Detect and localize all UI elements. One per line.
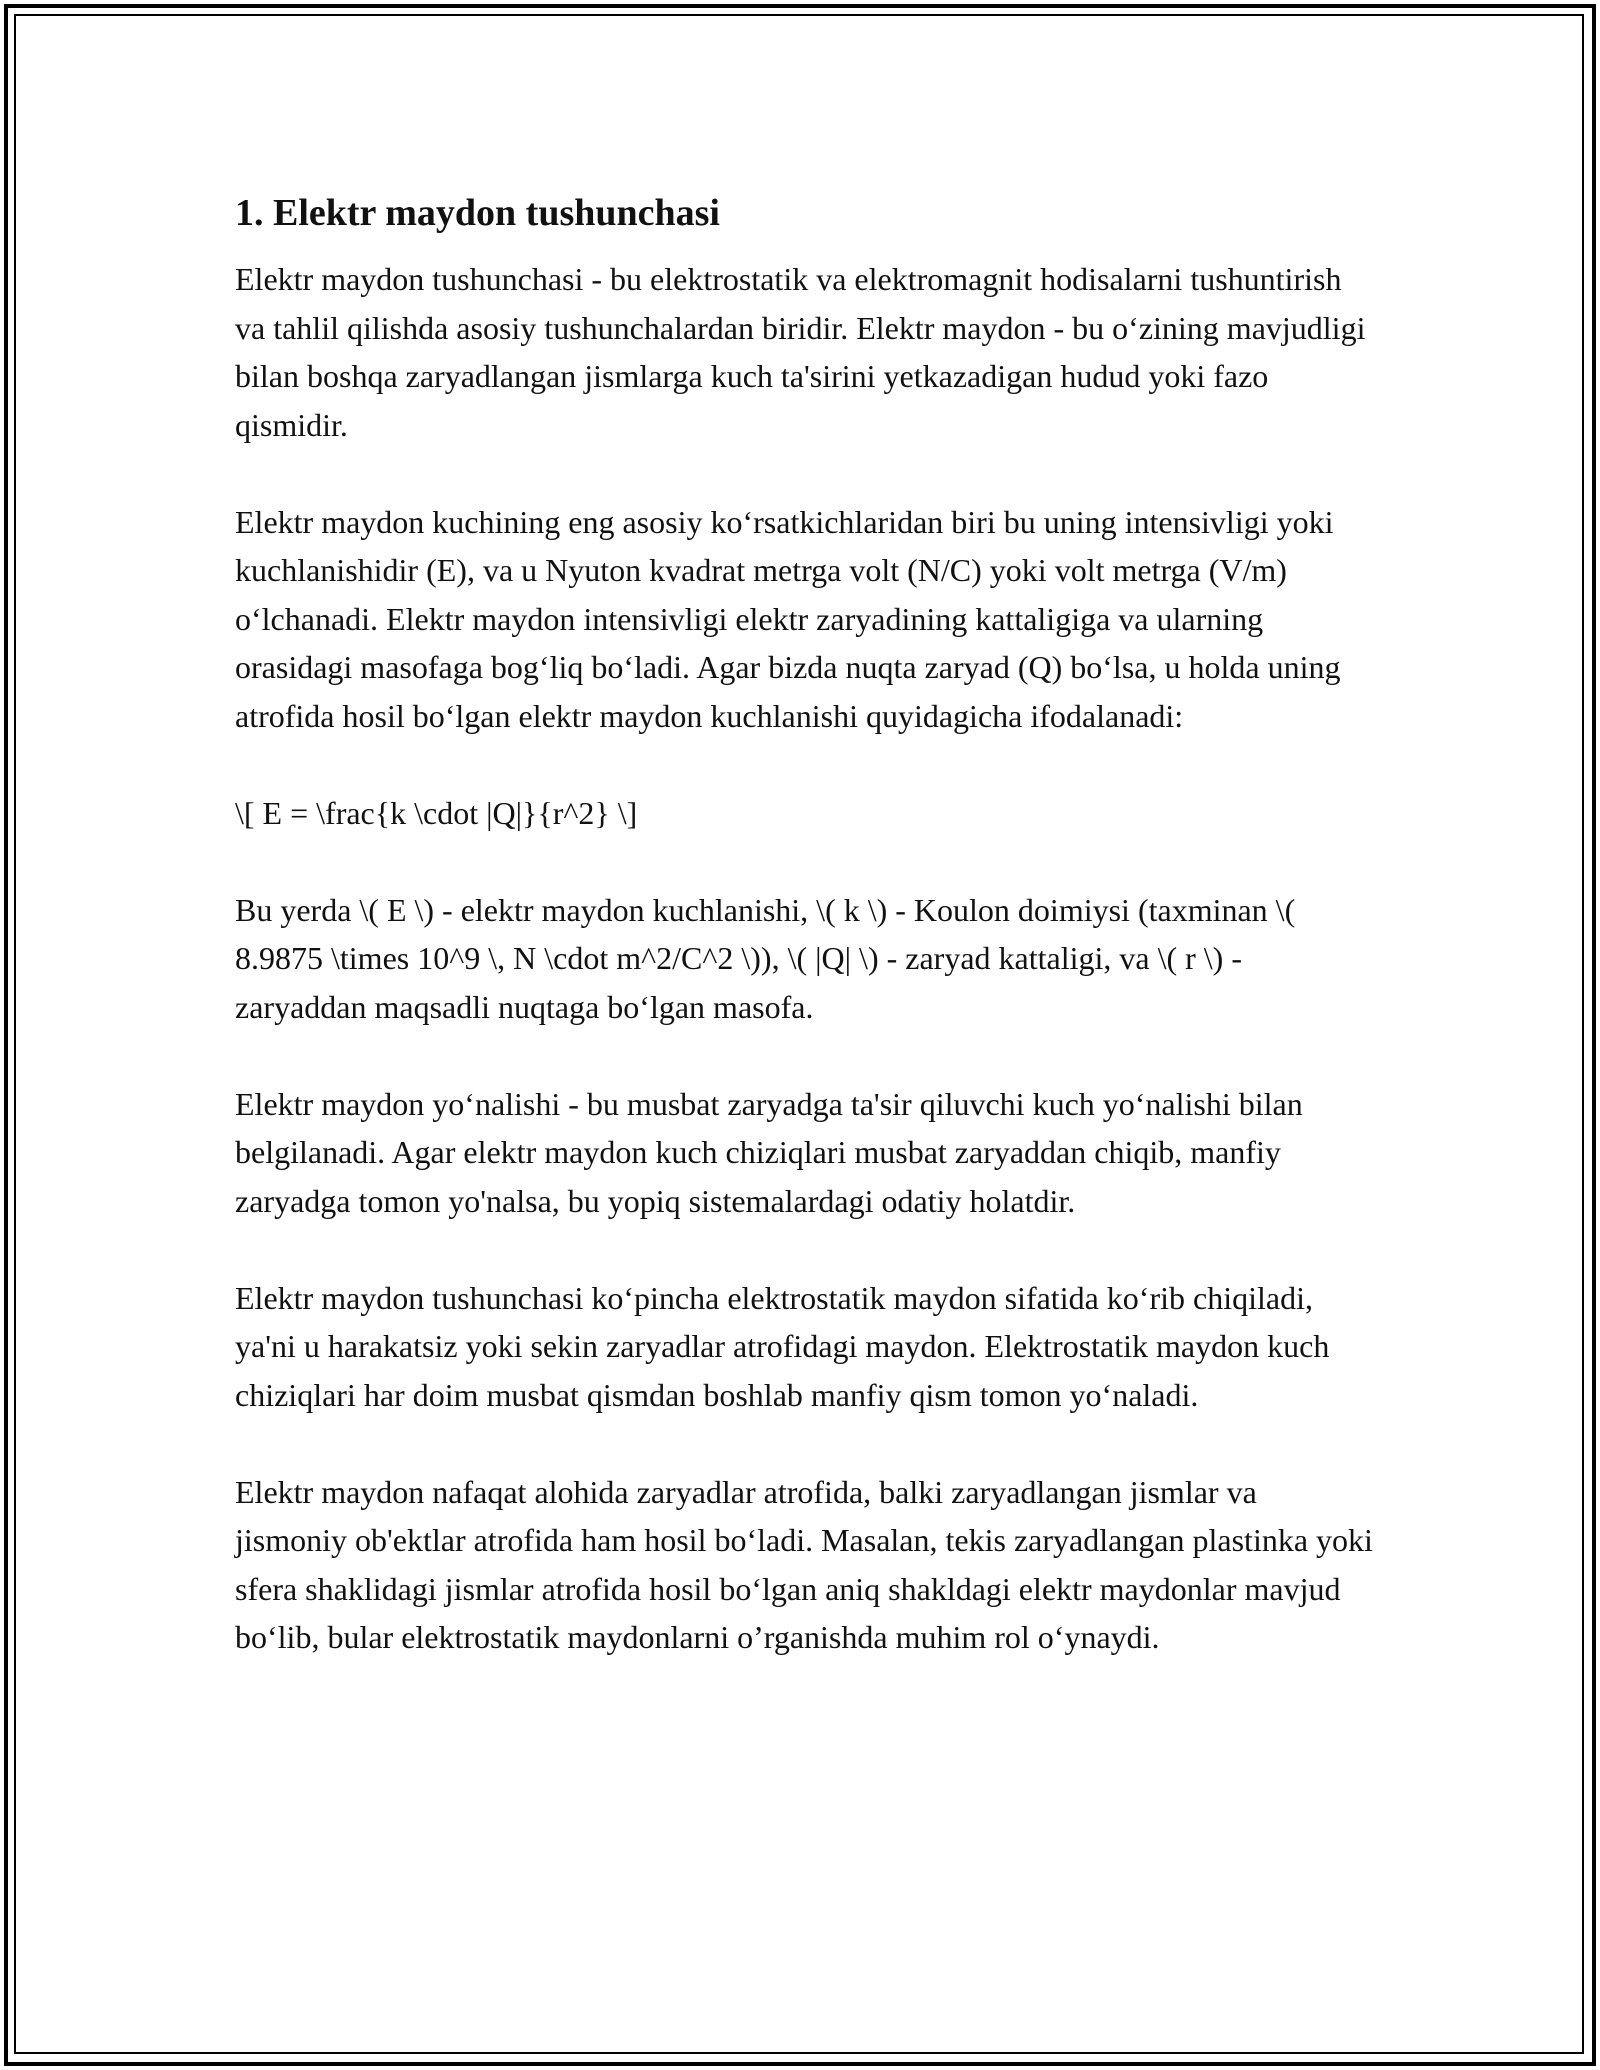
- document-body: [235, 185, 1375, 1662]
- formula-line: \[ E = \frac{k \cdot |Q|}{r^2} \]: [235, 794, 638, 831]
- paragraph-electrostatic: Elektr maydon tushunchasi ko‘pincha elektrostatik maydon sifatida ko‘rib chiqiladi, ya'ni u harakatsiz yoki sekin zaryadlar atrofidagi maydon. Elektrostatik maydon kuch chiziqlari har doim musbat qismdan boshlab manfiy qism tomon yo‘naladi.: [235, 1279, 1330, 1413]
- paragraph-intensity: Elektr maydon kuchining eng asosiy ko‘rsatkichlaridan biri bu uning intensivligi yoki kuchlanishidir (E), va u Nyuton kvadrat metrga volt (N/C) yoki volt metrga (V/m) o‘lchanadi. Elektr maydon intensivligi elektr zaryadining kattaligiga va ularning orasidagi masofaga bog‘liq bo‘ladi. Agar bizda nuqta zaryad (Q) bo‘lsa, u holda uning atrofida hosil bo‘lgan elektr maydon kuchlanishi quyidagicha ifodalanadi:: [235, 503, 1341, 734]
- paragraph-intro: Elektr maydon tushunchasi - bu elektrostatik va elektromagnit hodisalarni tushuntirish va tahlil qilishda asosiy tushunchalardan biridir. Elektr maydon - bu o‘zining mavjudligi bilan boshqa zaryadlangan jismlarga kuch ta'sirini yetkazadigan hudud yoki fazo qismidir.: [235, 261, 1366, 443]
- section-heading: 1. Elektr maydon tushunchasi: [235, 192, 720, 234]
- paragraph-formula-explanation: Bu yerda \( E \) - elektr maydon kuchlanishi, \( k \) - Koulon doimiysi (taxminan \( 8.9875 \times 10^9 \, N \cdot m^2/C^2 \)), \( |Q| \) - zaryad kattaligi, va \( r \) - zaryaddan maqsadli nuqtaga bo‘lgan masofa.: [235, 891, 1296, 1025]
- paragraph-charged-bodies: Elektr maydon nafaqat alohida zaryadlar atrofida, balki zaryadlangan jismlar va jismoniy ob'ektlar atrofida ham hosil bo‘ladi. Masalan, tekis zaryadlangan plastinka yoki sfera shaklidagi jismlar atrofida hosil bo‘lgan aniq shakldagi elektr maydonlar mavjud bo‘lib, bular elektrostatik maydonlarni o’rganishda muhim rol o‘ynaydi.: [235, 1473, 1373, 1655]
- paragraph-direction: Elektr maydon yo‘nalishi - bu musbat zaryadga ta'sir qiluvchi kuch yo‘nalishi bilan belgilanadi. Agar elektr maydon kuch chiziqlari musbat zaryaddan chiqib, manfiy zaryadga tomon yo'nalsa, bu yopiq sistemalardagi odatiy holatdir.: [235, 1085, 1303, 1219]
